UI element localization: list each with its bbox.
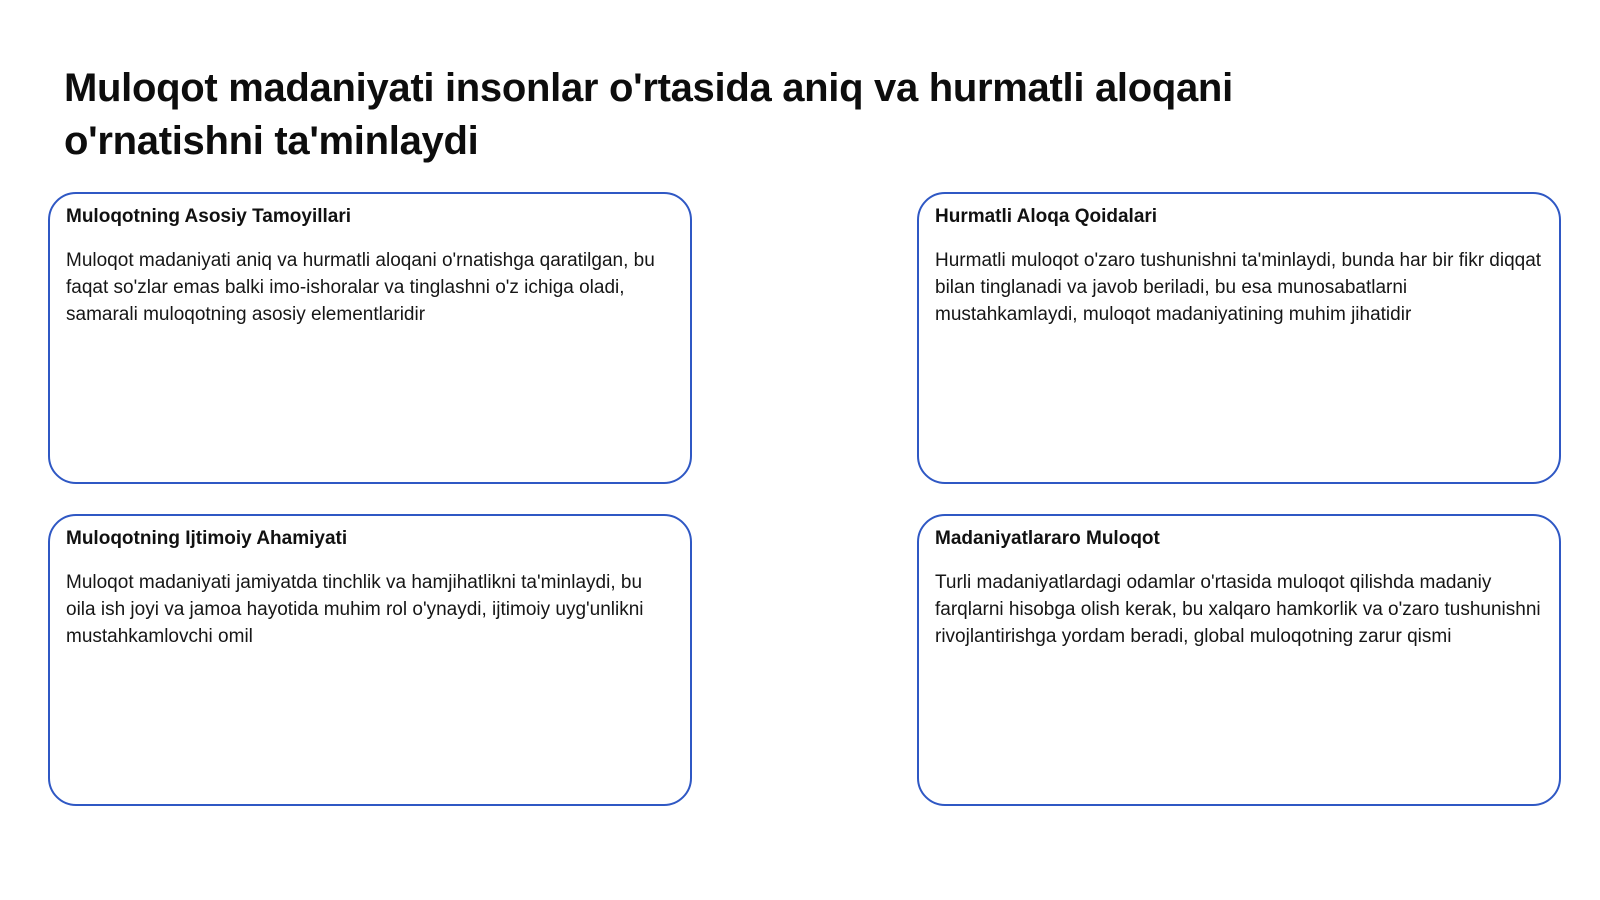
card-heading: Muloqotning Asosiy Tamoyillari	[66, 206, 352, 227]
card-body: Turli madaniyatlardagi odamlar o'rtasida muloqot qilishda madaniy farqlarni hisobga olish kerak, bu xalqaro hamkorlik va o'zaro tushunishni rivojlantirishga yordam beradi, global muloqotning zarur qismi	[935, 572, 1541, 647]
card-respect-rules	[917, 192, 1561, 484]
card-heading: Muloqotning Ijtimoiy Ahamiyati	[66, 528, 348, 549]
card-body: Muloqot madaniyati jamiyatda tinchlik va hamjihatlikni ta'minlaydi, bu oila ish joyi va jamoa hayotida muhim rol o'ynaydi, ijtimoiy uyg'unlikni mustahkamlovchi omil	[66, 572, 644, 647]
card-heading: Madaniyatlararo Muloqot	[935, 528, 1160, 549]
slide-title: Muloqot madaniyati insonlar o'rtasida aniq va hurmatli aloqani o'rnatishni ta'minlaydi	[64, 66, 1233, 163]
card-principles	[48, 192, 692, 484]
card-social-importance	[48, 514, 692, 806]
card-heading: Hurmatli Aloqa Qoidalari	[935, 206, 1158, 227]
card-body: Hurmatli muloqot o'zaro tushunishni ta'minlaydi, bunda har bir fikr diqqat bilan tinglanadi va javob beriladi, bu esa munosabatlarni mustahkamlaydi, muloqot madaniyatining muhim jihatidir	[935, 250, 1542, 325]
card-intercultural	[917, 514, 1561, 806]
card-body: Muloqot madaniyati aniq va hurmatli aloqani o'rnatishga qaratilgan, bu faqat so'zlar emas balki imo-ishoralar va tinglashni o'z ichiga oladi, samarali muloqotning asosiy elementlaridir	[66, 250, 655, 325]
